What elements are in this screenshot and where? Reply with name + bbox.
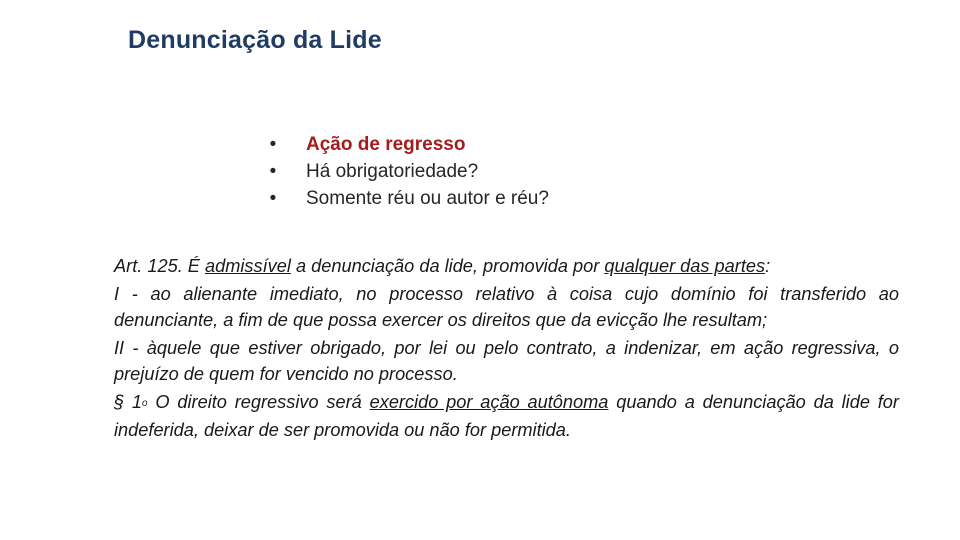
bullet-item-acao-de-regresso: [266, 131, 549, 158]
bullet-item-obrigatoriedade: [266, 158, 549, 185]
paragrafo-underline-acao-autonoma: exercido por ação autônoma: [369, 392, 609, 412]
article-caput: [114, 253, 899, 279]
bullet-item-reu-ou-autor: [266, 185, 549, 212]
caput-prefix: Art. 125. É: [114, 256, 205, 276]
bullet-dot-icon: •: [269, 188, 277, 209]
paragrafo-1: [114, 389, 899, 443]
page-title: Denunciação da Lide: [128, 26, 382, 54]
caput-underline-partes: qualquer das partes: [604, 256, 766, 276]
caput-middle: a denunciação da lide, promovida por: [290, 256, 605, 276]
bullet-dot-icon: •: [269, 161, 277, 182]
inciso-i: I - ao alienante imediato, no processo relativo à coisa cujo domínio foi transferido ao denunciante, a fim de que possa exercer os direitos que da evicção lhe resultam;: [114, 284, 899, 330]
bullet-label: Ação de regresso: [306, 134, 466, 155]
bullet-dot-icon: •: [269, 134, 277, 155]
bullet-label: Somente réu ou autor e réu?: [306, 188, 549, 209]
bullet-list: [266, 131, 549, 212]
paragrafo-ordinal: o: [142, 398, 148, 409]
inciso-ii: II - àquele que estiver obrigado, por lei ou pelo contrato, a indenizar, em ação regressiva, o prejuízo de quem for vencido no processo.: [114, 338, 899, 384]
paragrafo-prefix: § 1: [114, 392, 143, 412]
bullet-label: Há obrigatoriedade?: [306, 161, 479, 182]
caput-underline-admissivel: admissível: [204, 256, 291, 276]
paragrafo-suffix: quando a denunciação da lide for indeferida, deixar de ser promovida ou não for permitida.: [114, 392, 899, 440]
paragrafo-middle: O direito regressivo será: [147, 392, 370, 412]
article-125-text: [114, 253, 899, 443]
caput-suffix: :: [765, 256, 771, 276]
